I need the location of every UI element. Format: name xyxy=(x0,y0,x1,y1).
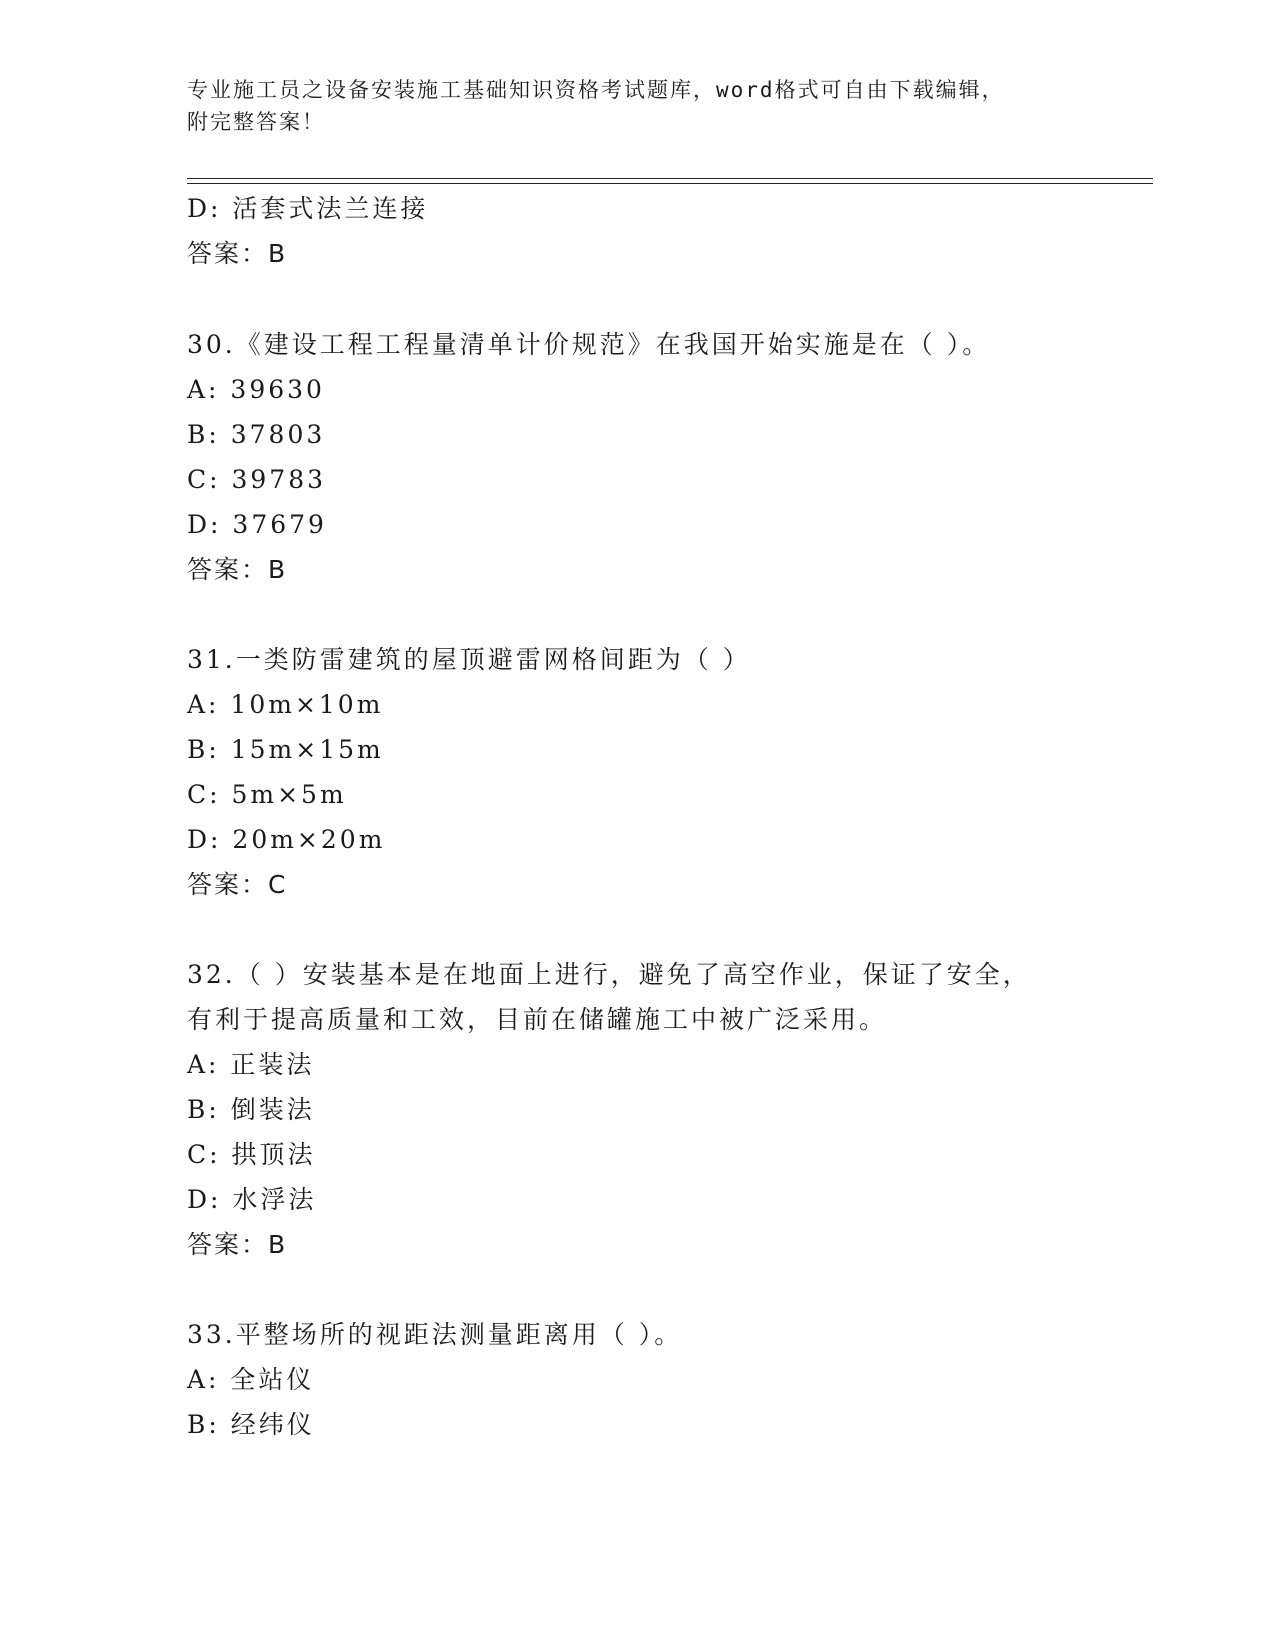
prev-option-d: D: 活套式法兰连接 xyxy=(187,194,429,223)
prev-answer: 答案：B xyxy=(187,239,288,268)
q31-answer: 答案：C xyxy=(187,870,288,899)
q31-option-b: B: 15m×15m xyxy=(187,735,384,764)
q30-option-b: B: 37803 xyxy=(187,420,326,449)
q30-option-a: A: 39630 xyxy=(187,375,325,404)
q30-answer: 答案：B xyxy=(187,555,288,584)
q31-stem: 31.一类防雷建筑的屋顶避雷网格间距为（ ） xyxy=(187,645,751,674)
q31-option-c: C: 5m×5m xyxy=(187,780,347,809)
q32-option-b: B: 倒装法 xyxy=(187,1095,315,1124)
header-line-1: 专业施工员之设备安装施工基础知识资格考试题库，word格式可自由下载编辑， xyxy=(187,78,1005,102)
q33-option-b: B: 经纬仪 xyxy=(187,1410,315,1439)
header-divider-top xyxy=(187,178,1153,179)
q32-stem-line-1: 32.（ ）安装基本是在地面上进行，避免了高空作业，保证了安全， xyxy=(187,960,1031,989)
q31-option-d: D: 20m×20m xyxy=(187,825,386,854)
q30-stem: 30.《建设工程工程量清单计价规范》在我国开始实施是在（ ）。 xyxy=(187,330,991,359)
q32-option-a: A: 正装法 xyxy=(187,1050,315,1079)
q30-option-c: C: 39783 xyxy=(187,465,327,494)
q32-answer: 答案：B xyxy=(187,1230,288,1259)
q31-option-a: A: 10m×10m xyxy=(187,690,384,719)
q32-option-c: C: 拱顶法 xyxy=(187,1140,316,1169)
q33-option-a: A: 全站仪 xyxy=(187,1365,315,1394)
q30-option-d: D: 37679 xyxy=(187,510,327,539)
header-divider-bottom xyxy=(187,183,1153,184)
q32-option-d: D: 水浮法 xyxy=(187,1185,317,1214)
q32-stem-line-2: 有利于提高质量和工效，目前在储罐施工中被广泛采用。 xyxy=(187,1005,888,1034)
q33-stem: 33.平整场所的视距法测量距离用（ ）。 xyxy=(187,1320,683,1349)
document-header xyxy=(187,74,1067,138)
header-line-2: 附完整答案！ xyxy=(187,110,325,134)
